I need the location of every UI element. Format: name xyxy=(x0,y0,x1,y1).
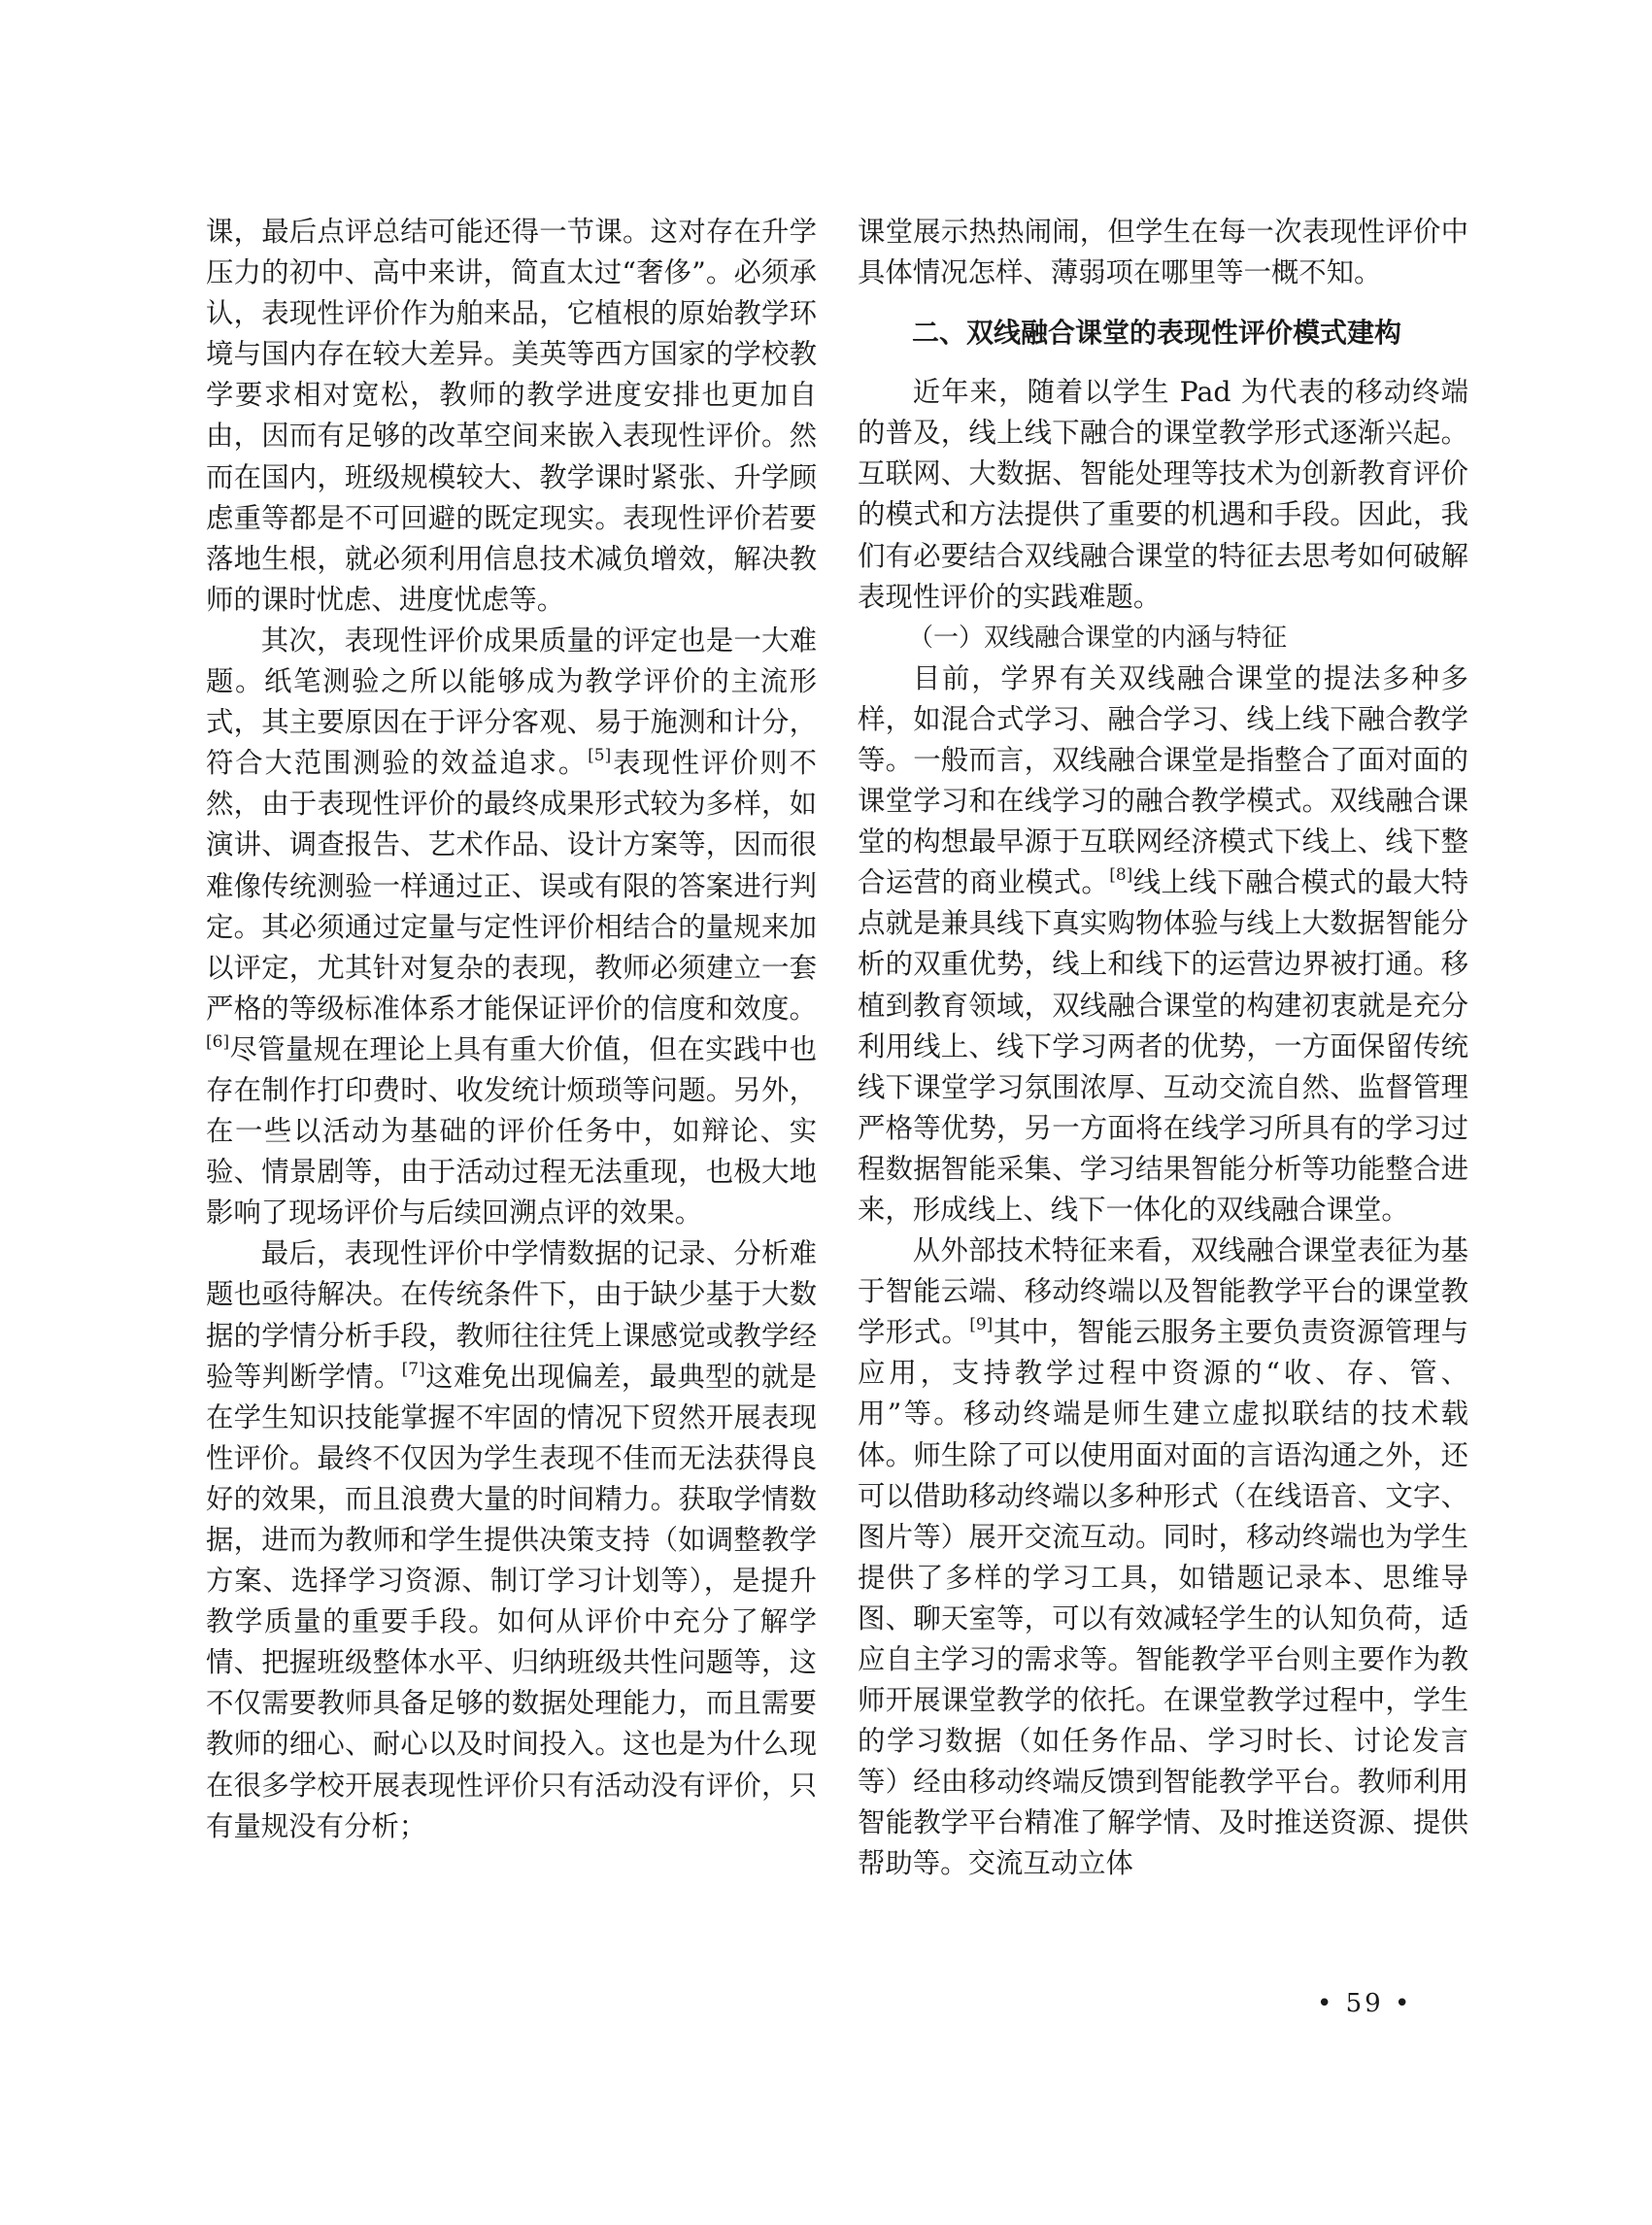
paragraph-text: 尽管量规在理论上具有重大价值，但在实践中也存在制作打印费时、收发统计烦琐等问题。另外，在一些以活动为基础的评价任务中，如辩论、实验、情景剧等，由于活动过程无法重现，也极大地影响了现场评价与后续回溯点评的效果。 xyxy=(206,1032,817,1230)
subsection-heading: （一）双线融合课堂的内涵与特征 xyxy=(908,623,1288,653)
paragraph-text: 最后，表现性评价中学情数据的记录、分析难题也亟待解决。在传统条件下，由于缺少基于大数据的学情分析手段，教师往往凭上课感觉或教学经验等判断学情。 xyxy=(206,1237,817,1393)
paragraph-technical-features xyxy=(858,1230,1468,1885)
paragraph-text: 目前，学界有关双线融合课堂的提法多种多样，如混合式学习、融合学习、线上线下融合教学等。一般而言，双线融合课堂是指整合了面对面的课堂学习和在线学习的融合教学模式。双线融合课堂的构想最早源于互联网经济模式下线上、线下整合运营的商业模式。 xyxy=(858,661,1468,899)
citation-8: [8] xyxy=(1109,865,1133,886)
citation-9: [9] xyxy=(969,1315,994,1335)
paragraph-second-difficulty xyxy=(206,621,817,1233)
paragraph-text: 表现性评价则不然，由于表现性评价的最终成果形式较为多样，如演讲、调查报告、艺术作品、设计方案等，因而很难像传统测验一样通过正、误或有限的答案进行判定。其必须通过定量与定性评价相结合的量规来加以评定，尤其针对复杂的表现，教师必须建立一套严格的等级标准体系才能保证评价的信度和效度。 xyxy=(206,747,817,1025)
paragraph-continued: 课，最后点评总结可能还得一节课。这对存在升学压力的初中、高中来讲，简直太过“奢侈”。必须承认，表现性评价作为舶来品，它植根的原始教学环境与国内存在较大差异。美英等西方国家的学校教学要求相对宽松，教师的教学进度安排也更加自由，因而有足够的改革空间来嵌入表现性评价。然而在国内，班级规模较大、教学课时紧张、升学顾虑重等都是不可回避的既定现实。表现性评价若要落地生根，就必须利用信息技术减负增效，解决教师的课时忧虑、进度忧虑等。 xyxy=(206,216,817,616)
paragraph-intro: 近年来，随着以学生 Pad 为代表的移动终端的普及，线上线下融合的课堂教学形式逐渐兴起。互联网、大数据、智能处理等技术为创新教育评价的模式和方法提供了重要的机遇和手段。因此，我们有必要结合双线融合课堂的特征去思考如何破解表现性评价的实践难题。 xyxy=(858,376,1468,613)
section-heading: 二、双线融合课堂的表现性评价模式建构 xyxy=(912,317,1402,350)
paragraph-text: 这难免出现偏差，最典型的就是在学生知识技能掌握不牢固的情况下贸然开展表现性评价。最终不仅因为学生表现不佳而无法获得良好的效果，而且浪费大量的时间精力。获取学情数据，进而为教师和学生提供决策支持（如调整教学方案、选择学习资源、制订学习计划等），是提升教学质量的重要手段。如何从评价中充分了解学情、把握班级整体水平、归纳班级共性问题等，这不仅需要教师具备足够的数据处理能力，而且需要教师的细心、耐心以及时间投入。这也是为什么现在很多学校开展表现性评价只有活动没有评价，只有量规没有分析； xyxy=(206,1360,817,1842)
left-column xyxy=(206,212,817,1847)
paragraph-text: 其次，表现性评价成果质量的评定也是一大难题。纸笔测验之所以能够成为教学评价的主流形式，其主要原因在于评分客观、易于施测和计分，符合大范围测验的效益追求。 xyxy=(206,624,817,780)
paragraph-text: 其中，智能云服务主要负责资源管理与应用，支持教学过程中资源的“收、存、管、用”等。移动终端是师生建立虚拟联结的技术载体。师生除了可以使用面对面的言语沟通之外，还可以借助移动终端以多种形式（在线语音、文字、图片等）展开交流互动。同时，移动终端也为学生提供了多样的学习工具，如错题记录本、思维导图、聊天室等，可以有效减轻学生的认知负荷，适应自主学习的需求等。智能教学平台则主要作为教师开展课堂教学的依托。在课堂教学过程中，学生的学习数据（如任务作品、学习时长、讨论发言等）经由移动终端反馈到智能教学平台。教师利用智能教学平台精准了解学情、及时推送资源、提供帮助等。交流互动立体 xyxy=(858,1316,1468,1880)
paragraph-continued: 课堂展示热热闹闹，但学生在每一次表现性评价中具体情况怎样、薄弱项在哪里等一概不知。 xyxy=(858,216,1468,289)
paragraph-text: 从外部技术特征来看，双线融合课堂表征为基于智能云端、移动终端以及智能教学平台的课堂教学形式。 xyxy=(858,1234,1468,1349)
paragraph-text: 线上线下融合模式的最大特点就是兼具线下真实购物体验与线上大数据智能分析的双重优势，线上和线下的运营边界被打通。移植到教育领域，双线融合课堂的构建初衷就是充分利用线上、线下学习两者的优势，一方面保留传统线下课堂学习氛围浓厚、互动交流自然、监督管理严格等优势，另一方面将在线学习所具有的学习过程数据智能采集、学习结果智能分析等功能整合进来，形成线上、线下一体化的双线融合课堂。 xyxy=(858,866,1468,1226)
citation-5: [5] xyxy=(588,746,612,766)
citation-7: [7] xyxy=(401,1359,425,1379)
citation-6: [6] xyxy=(206,1031,230,1052)
paragraph-third-difficulty xyxy=(206,1233,817,1846)
right-column xyxy=(858,212,1468,1885)
paragraph-definition xyxy=(858,658,1468,1230)
page-number: • 59 • xyxy=(1317,1989,1413,2018)
